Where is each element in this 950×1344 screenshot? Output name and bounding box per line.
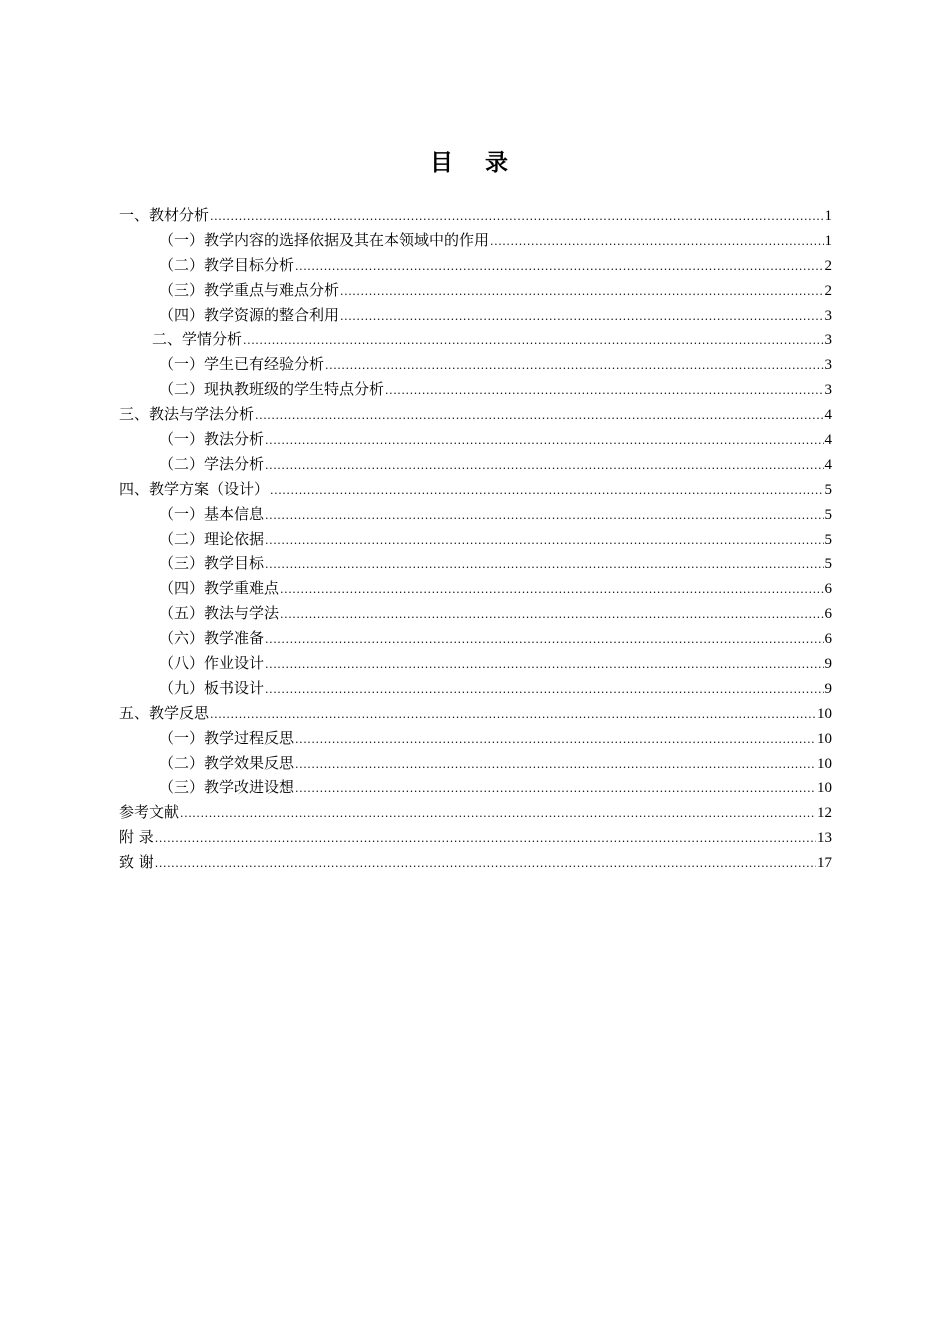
toc-page-number: 3 [824,382,832,399]
toc-page-number: 17 [817,855,832,872]
toc-dot-leader [340,280,823,303]
toc-dot-leader [210,205,823,228]
toc-page-number: 10 [817,730,832,747]
toc-dot-leader [265,678,823,701]
toc-entry-label: （五）教法与学法 [159,604,280,623]
toc-entry-label: （二）学法分析 [159,454,265,473]
toc-page-number: 9 [824,656,832,673]
toc-entry-label: 参考文献 [119,803,180,822]
toc-page-number: 6 [824,631,832,648]
toc-page-number: 10 [817,705,832,722]
toc-page-number: 5 [824,506,832,523]
toc-dot-leader [255,404,823,427]
toc-entry[interactable] [119,825,832,850]
toc-entry[interactable] [119,551,832,576]
toc-entry[interactable] [119,402,832,427]
toc-entry-label: （三）教学目标 [159,554,265,573]
toc-entry[interactable] [119,701,832,726]
toc-page-number: 3 [824,332,832,349]
toc-entry-label: （三）教学改进设想 [159,778,295,797]
toc-dot-leader [325,354,823,377]
toc-entry[interactable] [119,502,832,527]
toc-page-number: 5 [824,481,832,498]
toc-dot-leader [280,578,823,601]
toc-dot-leader [295,728,816,751]
toc-entry-label: （二）现执教班级的学生特点分析 [159,380,385,399]
toc-entry-label: （四）教学重难点 [159,579,280,598]
toc-dot-leader [340,305,823,328]
toc-page-number: 5 [824,531,832,548]
toc-page-number: 3 [824,307,832,324]
toc-dot-leader [210,703,816,726]
toc-page-number: 4 [824,432,832,449]
toc-entry-label: （四）教学资源的整合利用 [159,305,340,324]
toc-page-number: 2 [824,257,832,274]
toc-dot-leader [295,777,816,800]
toc-dot-leader [270,479,823,502]
page-title: 目 录 [429,150,520,176]
toc-dot-leader [180,802,816,825]
toc-page-number: 10 [817,755,832,772]
toc-page-number: 4 [824,407,832,424]
toc-entry-label: 三、教法与学法分析 [119,405,255,424]
toc-entry[interactable] [119,576,832,601]
toc-entry[interactable] [119,228,832,253]
toc-entry[interactable] [119,751,832,776]
toc-dot-leader [265,628,823,651]
toc-entry[interactable] [119,477,832,502]
toc-entry-label: （二）教学目标分析 [159,255,295,274]
toc-entry-label: （二）理论依据 [159,529,265,548]
toc-entry-label: （六）教学准备 [159,629,265,648]
toc-dot-leader [155,827,816,850]
toc-entry[interactable] [119,800,832,825]
toc-page-number: 4 [824,456,832,473]
toc-entry-label: 致 谢 [119,853,154,872]
toc-entry[interactable] [119,203,832,228]
toc-dot-leader [265,429,823,452]
toc-page-number: 9 [824,680,832,697]
toc-dot-leader [155,852,816,875]
toc-page-number: 13 [817,830,832,847]
toc-entry-label: （二）教学效果反思 [159,753,295,772]
toc-dot-leader [265,529,823,552]
toc-page-number: 10 [817,780,832,797]
toc-entry-label: （一）教学过程反思 [159,728,295,747]
toc-entry-label: （三）教学重点与难点分析 [159,280,340,299]
toc-page-number: 6 [824,581,832,598]
toc-entry[interactable] [119,651,832,676]
toc-dot-leader [265,553,823,576]
toc-entry[interactable] [119,452,832,477]
toc-entry[interactable] [119,352,832,377]
toc-entry-label: （一）基本信息 [159,504,265,523]
toc-entry[interactable] [119,676,832,701]
toc-dot-leader [490,230,823,253]
toc-entry-label: （八）作业设计 [159,654,265,673]
toc-dot-leader [280,603,823,626]
toc-entry[interactable] [119,850,832,875]
toc-dot-leader [385,379,823,402]
toc-entry[interactable] [119,278,832,303]
toc-entry[interactable] [119,527,832,552]
toc-entry[interactable] [119,726,832,751]
toc-entry[interactable] [119,601,832,626]
toc-entry-label: 四、教学方案（设计） [119,479,270,498]
toc-dot-leader [243,329,823,352]
toc-entry[interactable] [119,253,832,278]
toc-page-number: 6 [824,606,832,623]
toc-entry-label: （一）学生已有经验分析 [159,355,325,374]
toc-page-number: 5 [824,556,832,573]
toc-entry-label: 一、教材分析 [119,206,210,224]
toc-page-number: 12 [817,805,832,822]
toc-entry[interactable] [119,775,832,800]
toc-dot-leader [265,454,823,477]
toc-entry-label: （一）教法分析 [159,430,265,449]
toc-entry-label: （一）教学内容的选择依据及其在本领域中的作用 [159,230,490,249]
toc-entry[interactable] [119,626,832,651]
toc-entry-label: （九）板书设计 [159,678,265,697]
toc-entry[interactable] [119,377,832,402]
toc-dot-leader [295,255,823,278]
table-of-contents [119,203,832,875]
toc-entry-label: 二、学情分析 [152,330,243,349]
toc-entry[interactable] [119,303,832,328]
toc-entry-label: 五、教学反思 [119,703,210,722]
toc-page-number: 1 [824,232,832,249]
toc-page-number: 2 [824,282,832,299]
toc-entry-label: 附 录 [119,828,154,847]
toc-page-number: 3 [824,357,832,374]
toc-page-number: 1 [824,208,832,224]
toc-entry[interactable] [119,327,832,352]
toc-entry[interactable] [119,427,832,452]
toc-dot-leader [265,504,823,527]
toc-dot-leader [295,753,816,776]
toc-dot-leader [265,653,823,676]
